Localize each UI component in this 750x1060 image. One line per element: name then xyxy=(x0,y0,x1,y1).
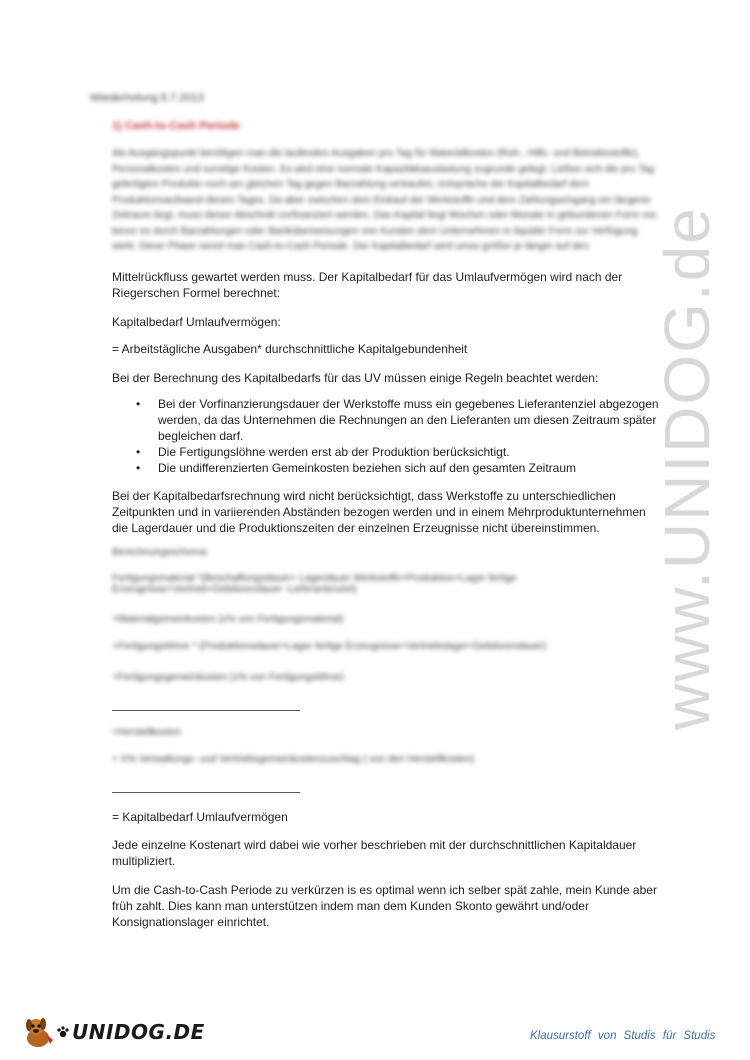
paragraph-multiplication: Jede einzelne Kostenart wird dabei wie vorher beschrieben mit der durchschnittlichen Kapitaldauer multipliziert. xyxy=(112,838,637,868)
paragraph-limitations: Bei der Kapitalbedarfsrechnung wird nicht berücksichtigt, dass Werkstoffe zu unterschiedlichen Zeitpunkten und in variierenden Abständen bezogen werden und in einem Mehrproduktunternehmen die Lagerdauer und die Produktionszeiten der einzelnen Erzeugnisse nicht übereinstimmen. xyxy=(112,489,646,535)
dog-mascot-icon xyxy=(20,1014,56,1050)
rules-list xyxy=(112,396,660,476)
scheme-line-blurred: + X% Verwaltungs- und Vertriebsgemeinkostenzuschlag ( von den Herstellkosten) xyxy=(112,754,475,765)
paragraph-rules-intro: Bei der Berechnung des Kapitalbedarfs für das UV müssen einige Regeln beachtet werden: xyxy=(112,371,599,385)
footer-tagline: Klausurstoff von Studis für Studis xyxy=(530,1030,716,1042)
paragraph-kapitalbedarf: Mittelrückfluss gewartet werden muss. Der Kapitalbedarf für das Umlaufvermögen wird nach der Riegerschen Formel berechnet: xyxy=(112,270,623,300)
result-line: = Kapitalbedarf Umlaufvermögen xyxy=(112,810,288,824)
section-title: 1) Cash-to-Cash Periode xyxy=(112,120,240,132)
scheme-heading-blurred: Berechnungsschema: xyxy=(112,547,209,558)
scheme-line-blurred: +Fertigungsgemeinkosten (x% von Fertigungslöhne) xyxy=(112,672,345,683)
paragraph-label: Kapitalbedarf Umlaufvermögen: xyxy=(112,315,281,329)
scheme-line-blurred: =Herstellkosten xyxy=(112,727,182,738)
sum-divider xyxy=(112,710,300,711)
scheme-line-blurred: Fertigungsmaterial *(Beschaffungsdauer+ Lagerdauer Werkstoffe+Produktion+Lager fertige Erzeugnisse+Vertrieb+Debitorendauer -Lieferantenziel) xyxy=(112,573,517,595)
list-item-text: Die undifferenzierten Gemeinkosten beziehen sich auf den gesamten Zeitraum xyxy=(158,461,577,475)
list-item xyxy=(112,444,660,460)
scheme-line-blurred: +Materialgemeinkosten (x% von Fertigungsmaterial) xyxy=(112,614,344,625)
watermark-text: www.UNIDOG.de xyxy=(651,206,723,730)
logo-text: UNIDOG.DE xyxy=(72,1020,205,1044)
paw-icon xyxy=(56,1025,70,1039)
list-item-text: Die Fertigungslöhne werden erst ab der Produktion berücksichtigt. xyxy=(158,445,510,459)
list-item xyxy=(112,396,660,444)
header-date: Wiederholung 8.7.2013 xyxy=(90,92,204,104)
bullet-icon: • xyxy=(136,461,141,475)
intro-paragraph-blurred: Als Ausgangspunkt benötigen man die laufenden Ausgaben pro Tag für Materialkosten (Roh-, Hilfs- und Betriebsstoffe), Personalkosten und sonstige Kosten. Es wird eine normale Kapazitätsauslastung zugrunde gelegt. Ließen sich die pro Tag gefertigten Produkte noch am gleichen Tag gegen Barzahlung verkaufen, entspräche der Kapitalbedarf dem Produktionsaufwand dieses Tages. Da aber zwischen dem Einkauf der Werkstoffe und dem Zahlungseingang ein längerer Zeitraum liegt, muss dieser Abschnitt vorfinanziert werden. Das Kapital liegt Wochen oder Monate in gebundenen Form vor, bevor es durch Barzahlungen oder Banküberweisungen von Kunden dem Unternehmen in liquider Form zur Verfügung steht. Diese Phase nennt man Cash-to-Cash Periode. Der Kapitalbedarf wird umso größer je länger auf den xyxy=(112,148,659,252)
list-item xyxy=(112,460,660,476)
formula-line: = Arbeitstägliche Ausgaben* durchschnittliche Kapitalgebundenheit xyxy=(112,342,468,356)
sum-divider xyxy=(112,792,300,793)
bullet-icon: • xyxy=(136,397,141,411)
bullet-icon: • xyxy=(136,445,141,459)
scheme-line-blurred: +Fertigungslöhne * (Produktionsdauer+Lager fertige Erzeugnisse+Vertriebslager+Debitorendauer) xyxy=(112,641,547,652)
list-item-text: Bei der Vorfinanzierungsdauer der Werkstoffe muss ein gegebenes Lieferantenziel abgezogen werden, da das Unternehmen die Rechnungen an den Lieferanten um diesen Zeitraum später begleichen darf. xyxy=(158,397,659,443)
paragraph-shorten-period: Um die Cash-to-Cash Periode zu verkürzen is es optimal wenn ich selber spät zahle, mein Kunde aber früh zahlt. Dies kann man unterstützen indem man dem Kunden Skonto gewährt und/oder Konsignationslager einrichtet. xyxy=(112,883,657,929)
unidog-logo xyxy=(20,1014,205,1050)
